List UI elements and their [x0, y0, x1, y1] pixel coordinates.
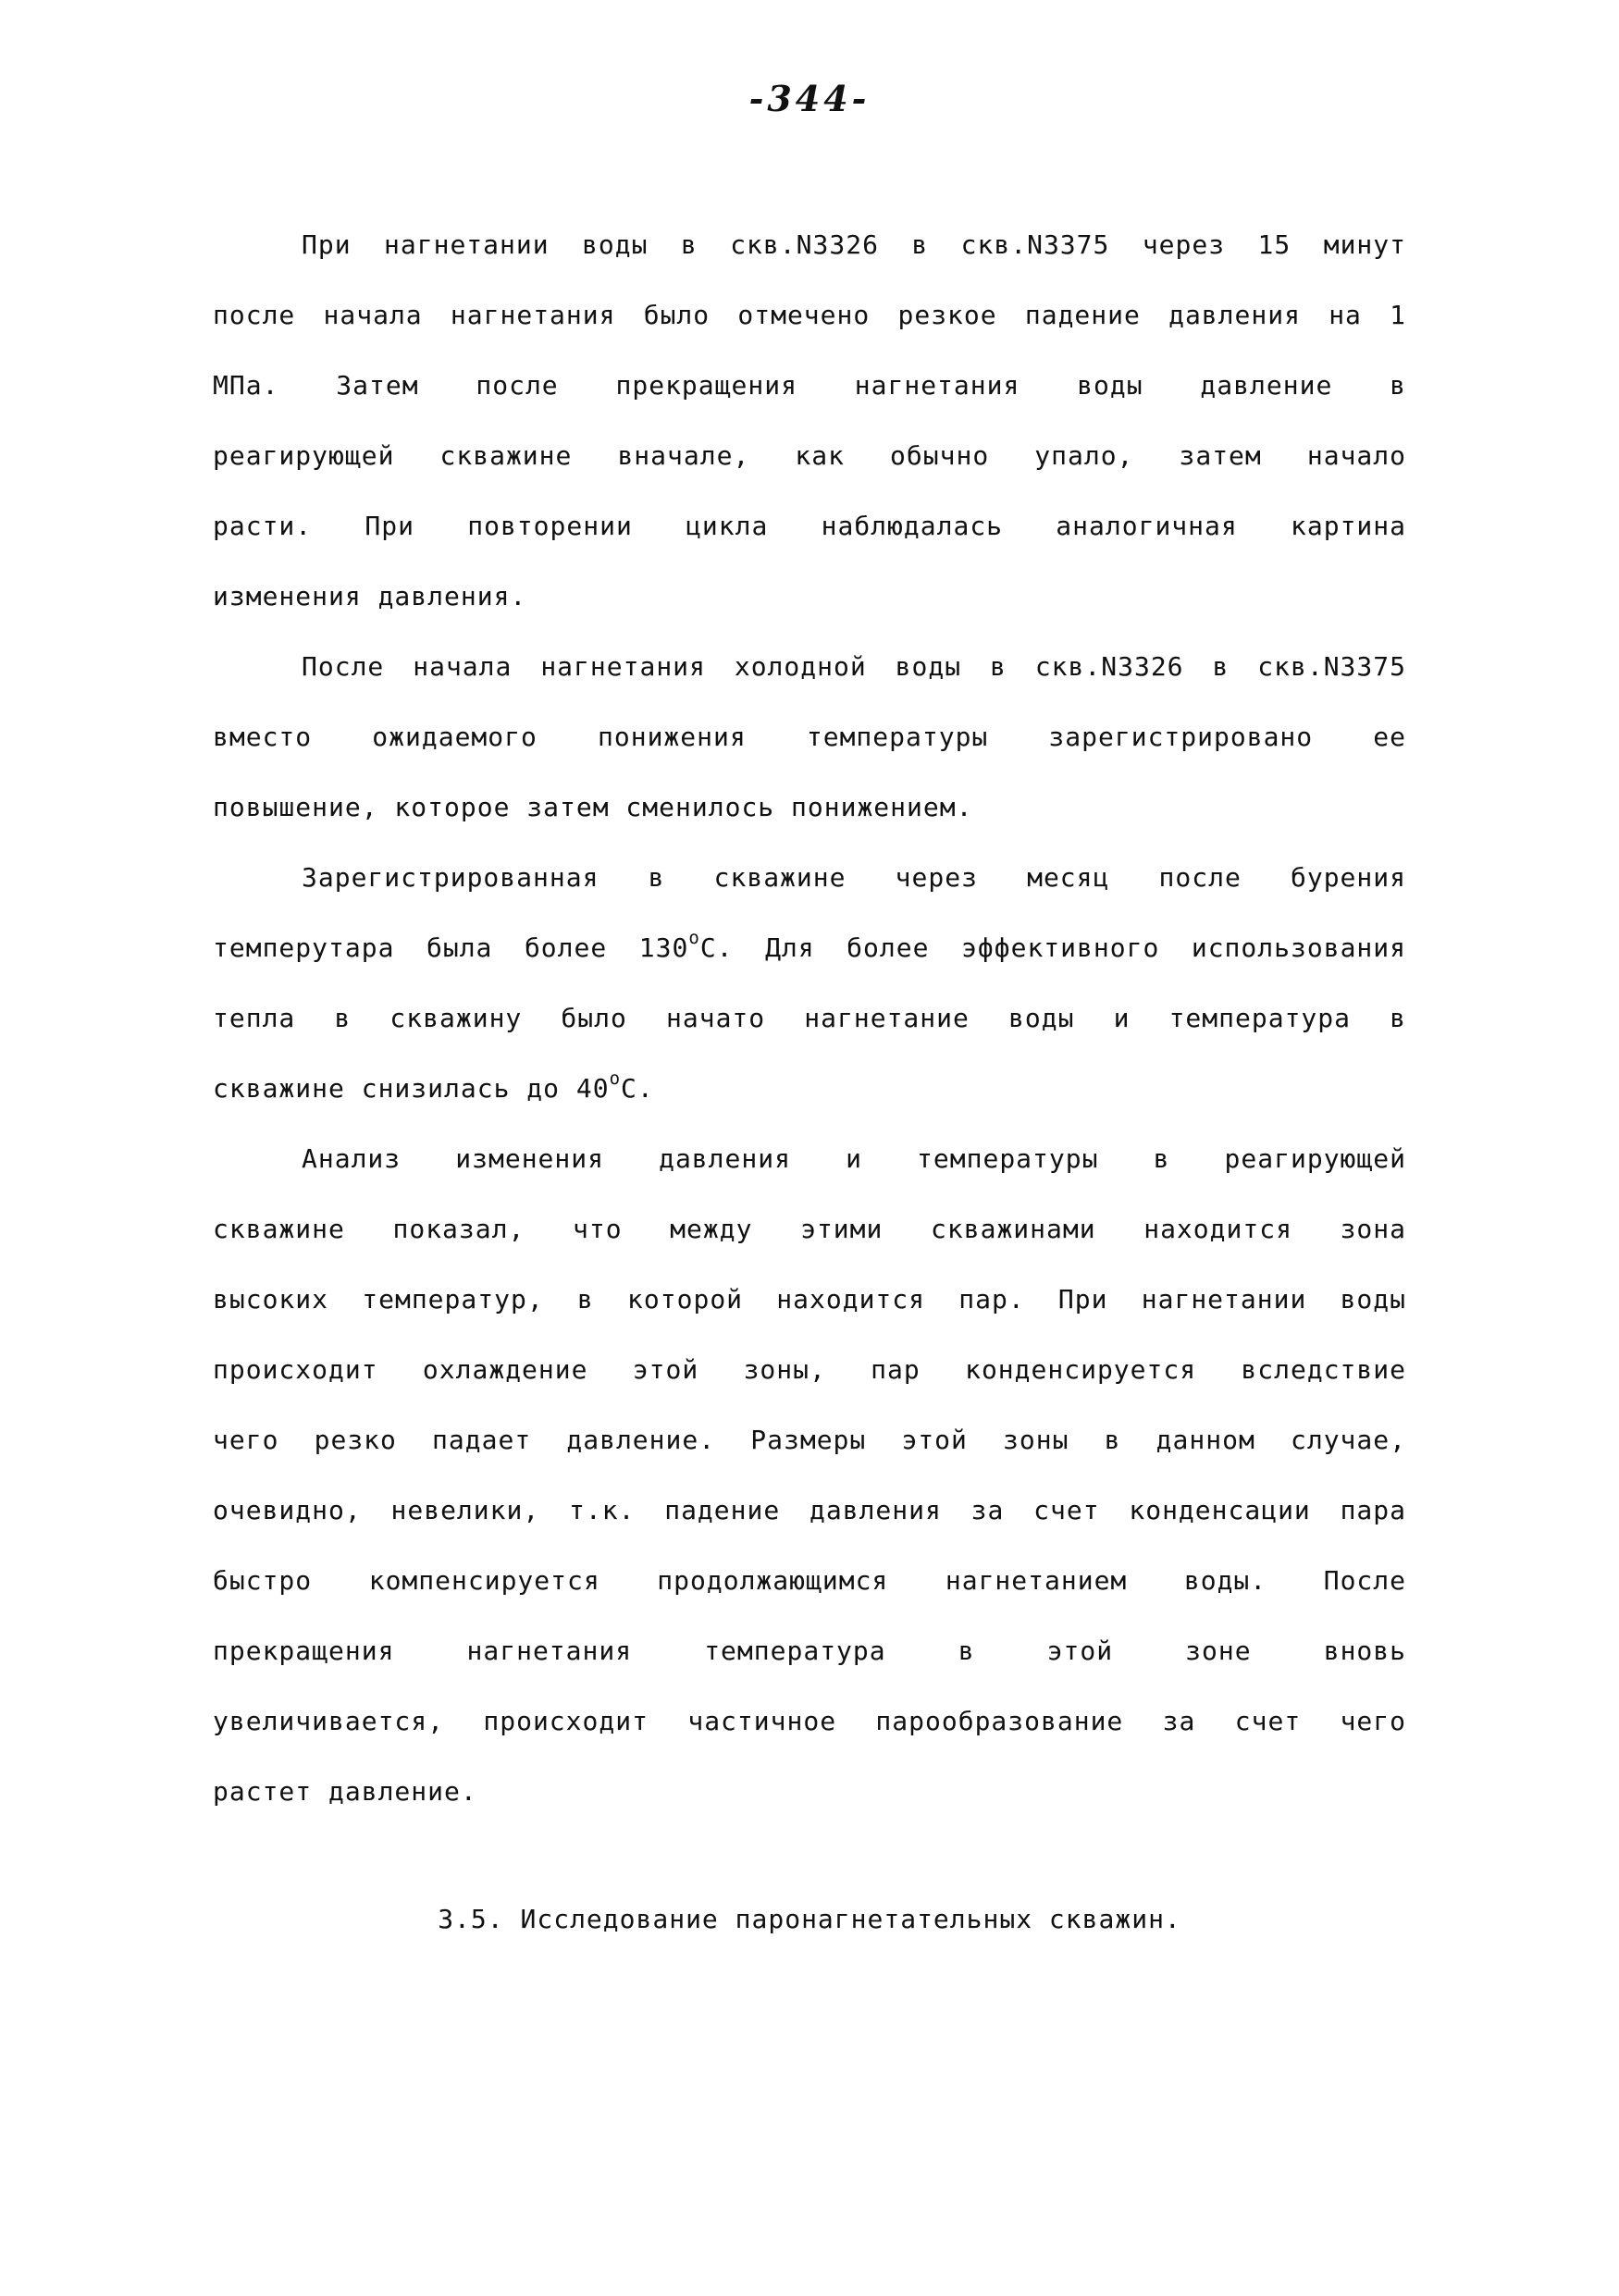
text-line: расти. При повторении цикла наблюдалась аналогичная картина: [213, 511, 1406, 541]
text-line: МПа. Затем после прекращения нагнетания воды давление в: [213, 370, 1406, 401]
text-line: тепла в скважину было начато нагнетание воды и температура в: [213, 1003, 1406, 1033]
text-line: чего резко падает давление. Размеры этой зоны в данном случае,: [213, 1425, 1406, 1455]
text-line: повышение, которое затем сменилось понижением.: [213, 792, 973, 822]
section-heading: 3.5. Исследование паронагнетательных скважин.: [438, 1904, 1181, 1934]
degree-mark: о: [609, 1068, 622, 1089]
text-line: скважине показал, что между этими скважинами находится зона: [213, 1214, 1406, 1244]
text-line: При нагнетании воды в скв.N3326 в скв.N3375 через 15 минут: [302, 229, 1406, 260]
text-line: увеличивается, происходит частичное парообразование за счет чего: [213, 1706, 1406, 1736]
text-line: происходит охлаждение этой зоны, пар конденсируется вследствие: [213, 1354, 1406, 1385]
text-line: После начала нагнетания холодной воды в скв.N3326 в скв.N3375: [302, 651, 1406, 682]
text-line: прекращения нагнетания температура в этой зоне вновь: [213, 1636, 1406, 1666]
text-fragment: С. Для более эффективного использования: [699, 932, 1406, 963]
text-line-with-degree: [213, 921, 1406, 992]
text-line: вместо ожидаемого понижения температуры зарегистрировано ее: [213, 722, 1406, 752]
text-line: изменения давления.: [213, 581, 527, 611]
text-line-with-degree: [213, 1062, 1406, 1132]
text-line: растет давление.: [213, 1776, 477, 1807]
text-line: очевидно, невелики, т.к. падение давления за счет конденсации пара: [213, 1495, 1406, 1525]
text-fragment: темперутара была более 130: [213, 932, 689, 963]
text-line: после начала нагнетания было отмечено резкое падение давления на 1: [213, 300, 1406, 330]
text-line: реагирующей скважине вначале, как обычно упало, затем начало: [213, 440, 1406, 471]
text-fragment: скважине снизилась до 40: [213, 1073, 610, 1104]
text-line: высоких температур, в которой находится пар. При нагнетании воды: [213, 1284, 1406, 1315]
body-text: [213, 218, 1406, 1835]
text-line: Зарегистрированная в скважине через месяц после бурения: [302, 862, 1406, 893]
text-line: быстро компенсируется продолжающимся нагнетанием воды. После: [213, 1565, 1406, 1596]
text-fragment: С.: [621, 1073, 654, 1104]
degree-mark: о: [688, 928, 700, 948]
page-number: -344-: [748, 78, 871, 119]
text-line: Анализ изменения давления и температуры в реагирующей: [302, 1143, 1406, 1174]
